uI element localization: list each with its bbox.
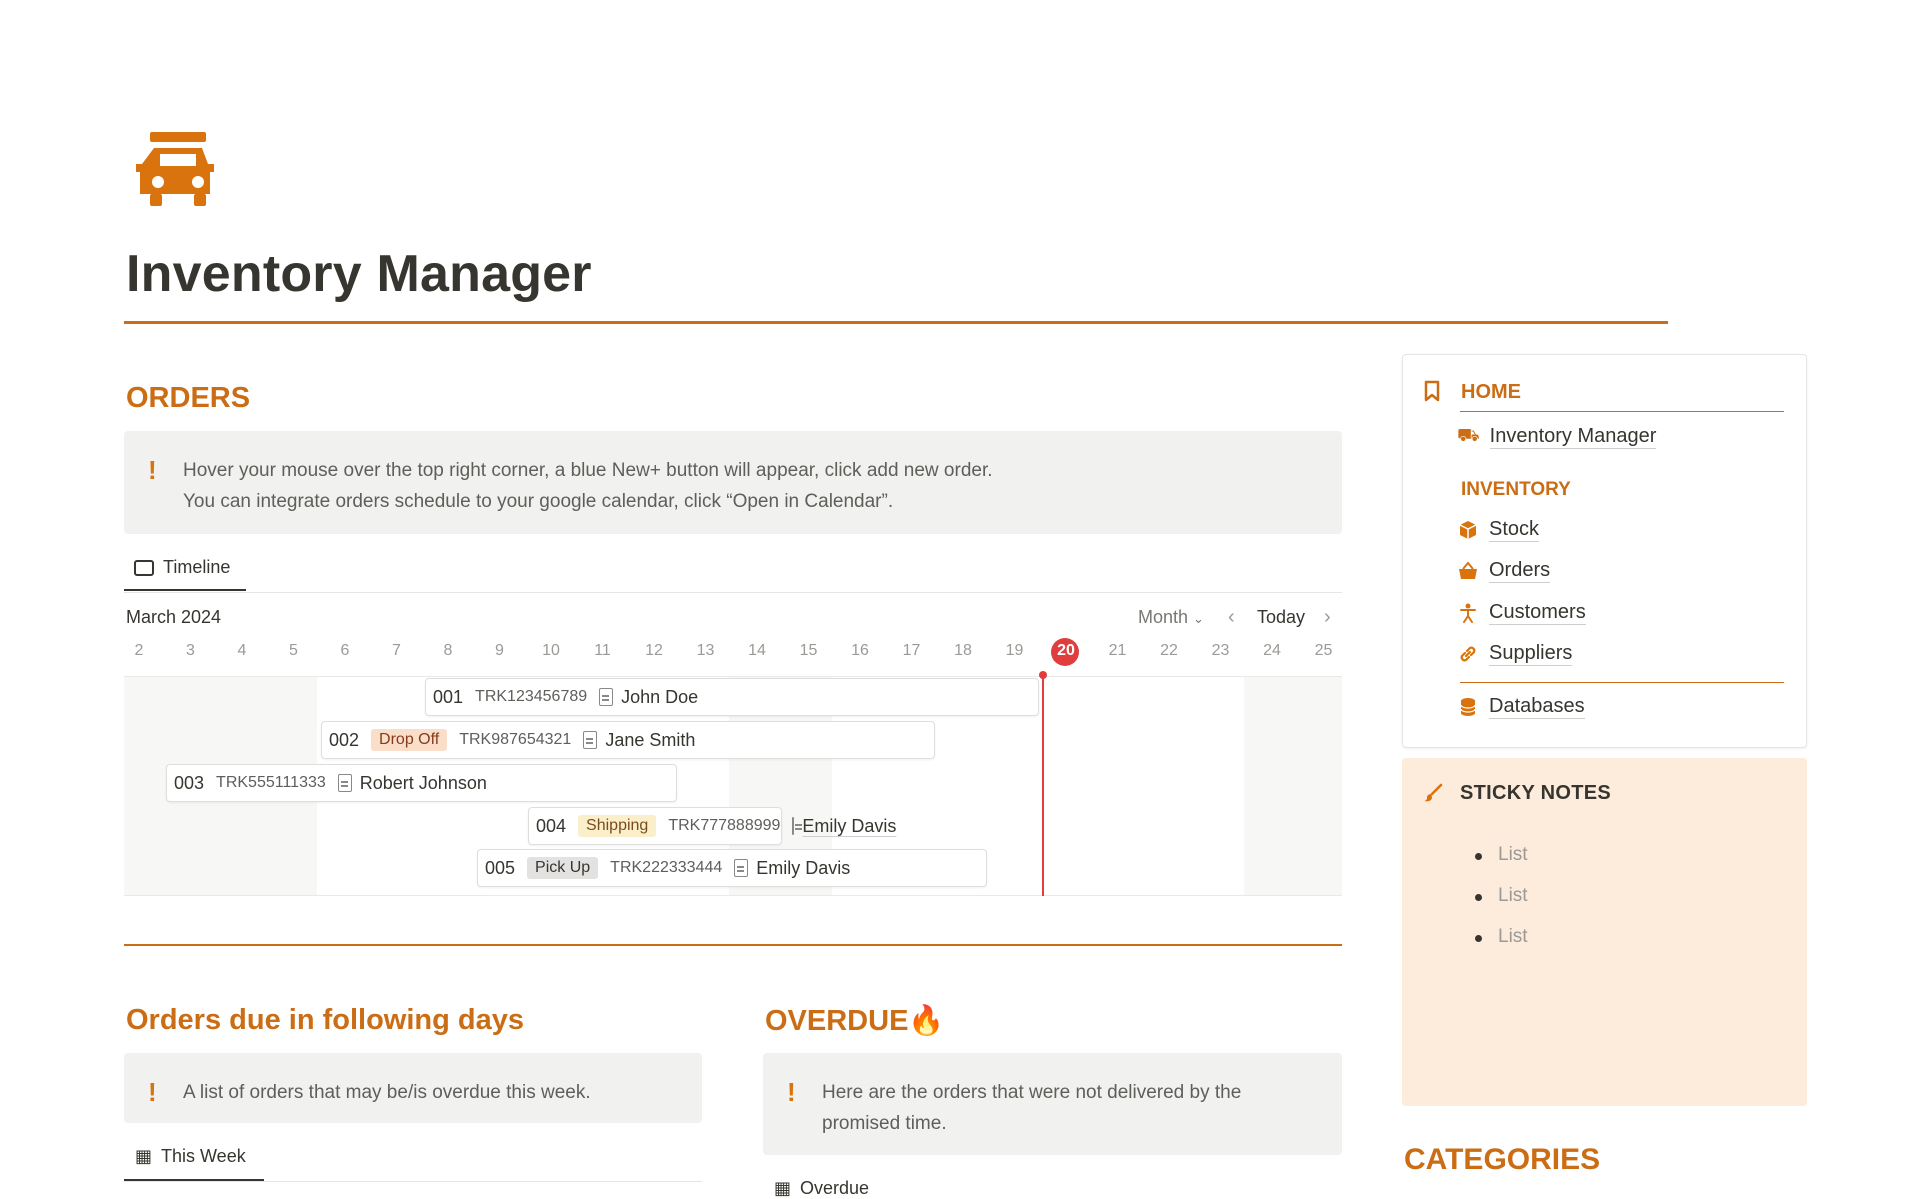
overdue-callout xyxy=(763,1053,1342,1155)
tracking-number: TRK987654321 xyxy=(459,731,572,748)
timeline-month-label: March 2024 xyxy=(126,607,222,627)
nav-databases[interactable] xyxy=(1457,694,1585,719)
nav-divider xyxy=(1460,682,1784,683)
order-number: 002 xyxy=(329,729,360,750)
customer-name: Emily Davis xyxy=(802,815,897,836)
orders-callout xyxy=(124,431,1342,534)
page-icon xyxy=(599,688,613,706)
timeline-item[interactable] xyxy=(528,807,897,845)
timeline-day: 7 xyxy=(392,642,401,659)
order-number: 001 xyxy=(433,686,464,707)
nav-inventory-manager[interactable] xyxy=(1457,424,1656,449)
timeline-scale-select[interactable] xyxy=(1138,607,1204,628)
categories-heading: CATEGORIES xyxy=(1404,1143,1601,1176)
tracking-number: TRK777888999 xyxy=(668,817,781,834)
timeline-item[interactable] xyxy=(425,678,1039,716)
nav-label: Suppliers xyxy=(1489,642,1573,664)
timeline-day: 19 xyxy=(1005,642,1024,659)
gallery-icon: ▦ xyxy=(135,1146,153,1166)
overdue-heading: OVERDUE🔥 xyxy=(765,1005,945,1037)
customer-name: Emily Davis xyxy=(756,857,851,878)
tracking-number: TRK222333444 xyxy=(610,859,723,876)
nav-orders[interactable] xyxy=(1457,558,1550,583)
nav-label: Stock xyxy=(1489,518,1540,540)
home-heading: HOME xyxy=(1461,381,1521,403)
tab-divider xyxy=(124,592,1342,593)
overdue-callout-line1: Here are the orders that were not delivered by the xyxy=(822,1082,1242,1103)
timeline-icon xyxy=(134,560,154,576)
timeline-day: 15 xyxy=(799,642,818,659)
sticky-notes xyxy=(1402,758,1807,1106)
timeline-day: 4 xyxy=(237,642,247,659)
timeline-item[interactable] xyxy=(321,721,935,759)
timeline-day: 10 xyxy=(542,642,560,659)
nav-suppliers[interactable] xyxy=(1457,641,1572,666)
customer-name: Jane Smith xyxy=(605,729,696,750)
timeline-day: 2 xyxy=(134,642,144,659)
timeline-item[interactable] xyxy=(477,849,987,887)
status-badge: Drop Off xyxy=(371,729,447,751)
navigation-panel xyxy=(1402,354,1807,748)
tab-this-week[interactable] xyxy=(135,1146,246,1167)
due-callout xyxy=(124,1053,702,1123)
list-item[interactable]: List xyxy=(1472,926,1528,967)
weekend-shade xyxy=(1244,677,1342,895)
tab-overdue[interactable] xyxy=(774,1178,869,1199)
timeline-day: 13 xyxy=(696,642,715,659)
orders-callout-line2: You can integrate orders schedule to your google calendar, click “Open in Calendar”. xyxy=(183,491,894,512)
brush-icon xyxy=(1422,782,1444,804)
tab-overdue-label: Overdue xyxy=(800,1178,870,1198)
gallery-icon: ▦ xyxy=(774,1178,792,1198)
inventory-heading: INVENTORY xyxy=(1461,479,1571,500)
timeline-day: 20 xyxy=(1057,642,1075,659)
status-badge: Shipping xyxy=(578,815,656,837)
timeline-day: 3 xyxy=(186,642,195,659)
page-icon xyxy=(338,774,352,792)
due-heading: Orders due in following days xyxy=(126,1004,524,1036)
timeline-day: 17 xyxy=(902,642,921,659)
timeline-day: 9 xyxy=(495,642,504,659)
chevron-right-icon[interactable]: › xyxy=(1324,606,1331,628)
exclamation-icon: ! xyxy=(787,1077,796,1107)
timeline-day: 12 xyxy=(645,642,663,659)
timeline-day: 6 xyxy=(340,642,350,659)
timeline-scale-label: Month xyxy=(1138,607,1189,627)
page-icon xyxy=(583,731,597,749)
page-title: Inventory Manager xyxy=(126,245,592,303)
nav-label: Orders xyxy=(1489,559,1551,581)
tracking-number: TRK555111333 xyxy=(216,774,326,791)
timeline-day: 22 xyxy=(1160,642,1178,659)
tracking-number: TRK123456789 xyxy=(475,688,588,705)
timeline-day: 5 xyxy=(289,642,298,659)
exclamation-icon: ! xyxy=(148,455,157,485)
title-divider xyxy=(124,321,1668,324)
nav-label: Customers xyxy=(1489,601,1586,623)
sticky-notes-list xyxy=(1472,844,1528,967)
timeline-day: 23 xyxy=(1211,642,1230,659)
tab-this-week-label: This Week xyxy=(161,1146,246,1166)
exclamation-icon: ! xyxy=(148,1077,157,1107)
due-callout-text: A list of orders that may be/is overdue this week. xyxy=(183,1082,591,1103)
customer-name: John Doe xyxy=(621,686,699,707)
today-button[interactable]: Today xyxy=(1257,607,1306,627)
bookmark-icon xyxy=(1424,380,1440,402)
tab-underline xyxy=(124,589,246,591)
timeline-day: 25 xyxy=(1314,642,1333,659)
orders-callout-line1: Hover your mouse over the top right corner, a blue New+ button will appear, click add new order. xyxy=(183,460,993,481)
section-divider xyxy=(124,944,1342,946)
nav-customers[interactable] xyxy=(1457,600,1586,625)
tab-timeline[interactable] xyxy=(134,557,230,578)
nav-label: Inventory Manager xyxy=(1489,425,1657,447)
page-icon xyxy=(734,859,748,877)
today-line-knob xyxy=(1039,671,1047,679)
order-number: 003 xyxy=(174,772,205,793)
order-number: 004 xyxy=(536,815,567,836)
timeline-day: 14 xyxy=(748,642,766,659)
person-icon xyxy=(1457,602,1479,624)
chevron-left-icon[interactable]: ‹ xyxy=(1228,606,1235,628)
status-badge: Pick Up xyxy=(527,857,598,879)
home-divider xyxy=(1460,411,1784,412)
timeline-day: 24 xyxy=(1263,642,1281,659)
tab-divider xyxy=(124,1181,702,1182)
link-icon xyxy=(1457,643,1479,665)
database-icon xyxy=(1457,696,1479,718)
tab-timeline-label: Timeline xyxy=(163,557,231,577)
list-item[interactable]: List xyxy=(1472,844,1528,885)
orders-heading: ORDERS xyxy=(126,382,251,414)
today-line xyxy=(1042,674,1044,896)
box-icon xyxy=(1457,519,1479,541)
basket-icon xyxy=(1457,560,1479,582)
order-number: 005 xyxy=(485,857,516,878)
overdue-callout-line2: promised time. xyxy=(822,1113,947,1134)
timeline-item[interactable] xyxy=(166,764,677,802)
chevron-down-icon: ⌄ xyxy=(1193,611,1204,626)
nav-stock[interactable] xyxy=(1457,517,1539,542)
timeline-day: 8 xyxy=(443,642,453,659)
sticky-notes-title: STICKY NOTES xyxy=(1460,782,1612,804)
truck-icon xyxy=(136,128,220,212)
nav-label: Databases xyxy=(1489,695,1585,717)
customer-name: Robert Johnson xyxy=(359,772,487,793)
timeline-day: 18 xyxy=(954,642,972,659)
list-item[interactable]: List xyxy=(1472,885,1528,926)
timeline-day: 11 xyxy=(594,642,611,659)
truck-icon: ⛟ xyxy=(1457,424,1480,445)
timeline-day: 21 xyxy=(1108,642,1127,659)
timeline-day: 16 xyxy=(851,642,869,659)
